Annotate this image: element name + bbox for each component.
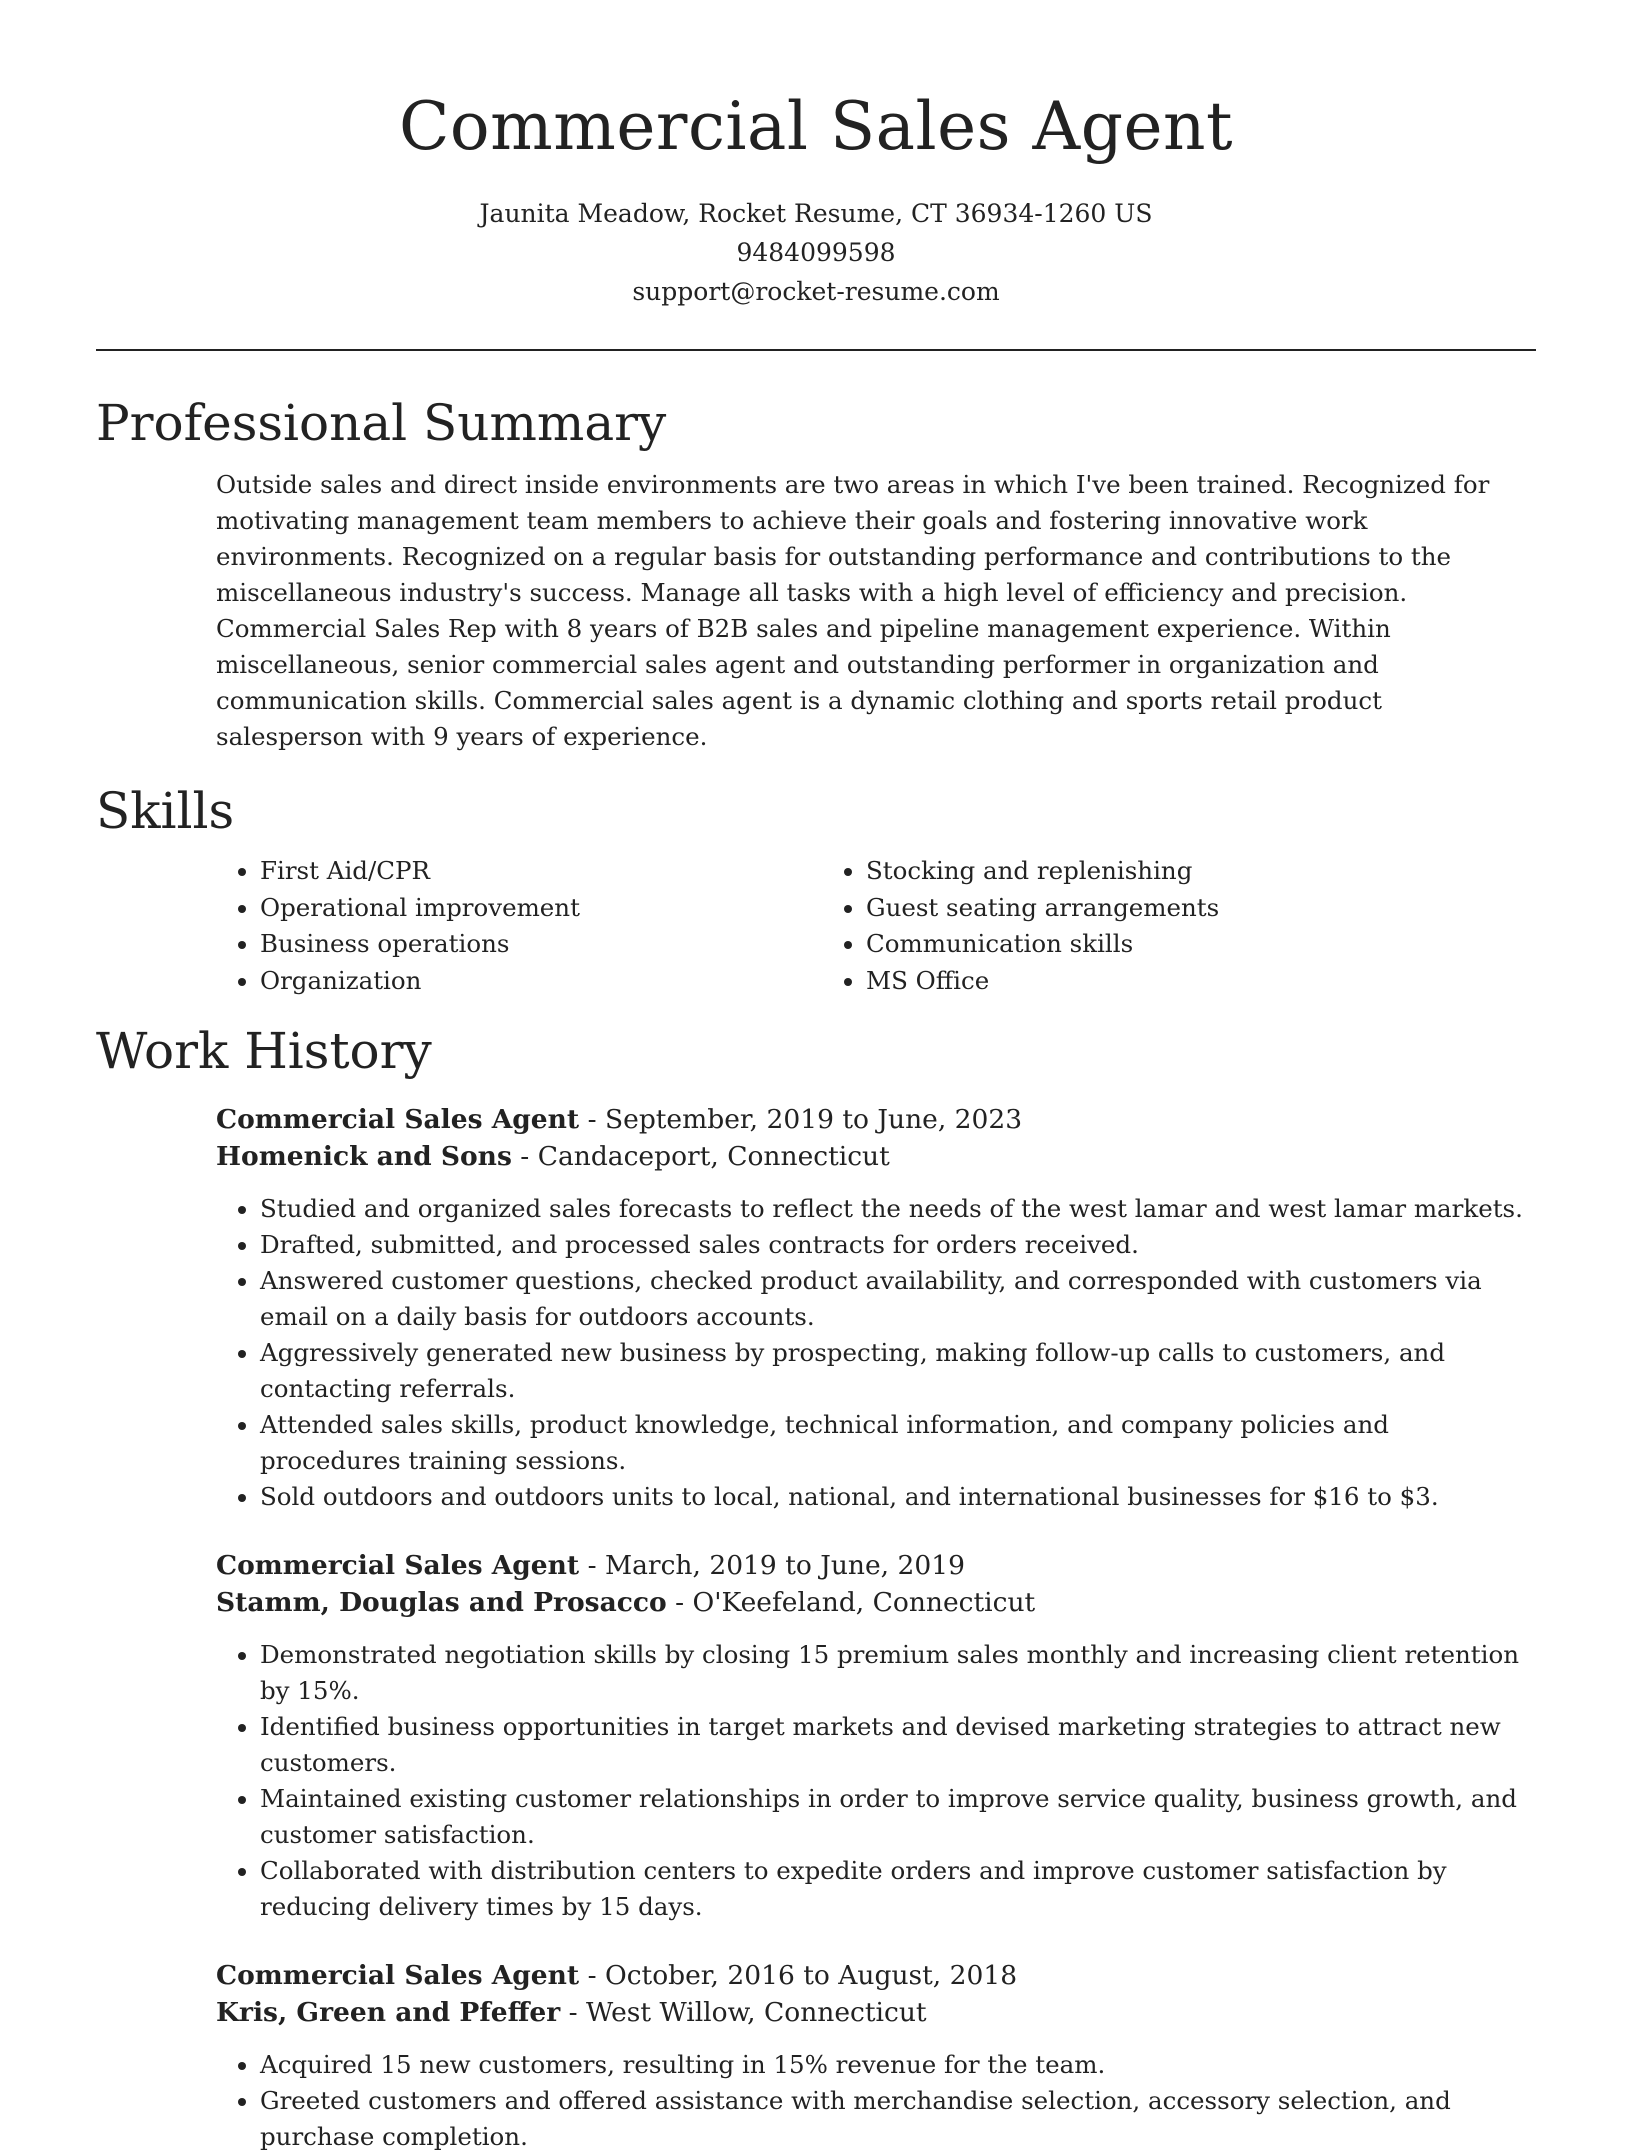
- job-duty: • Collaborated with distribution centers to expedite orders and improve customer satisfaction by reducing delivery times by 15 days.: [260, 1853, 1536, 1925]
- job-duties: [216, 1637, 1536, 1925]
- job-duties: [216, 1191, 1536, 1515]
- skill-item: • MS Office: [866, 963, 1428, 1000]
- skills-column-left: [216, 853, 822, 999]
- skill-item: • Communication skills: [866, 926, 1428, 963]
- contact-phone: 9484099598: [736, 238, 896, 267]
- job-role-line: Commercial Sales Agent - September, 2019 to June, 2023: [216, 1104, 1023, 1135]
- job-duty: • Greeted customers and offered assistance with merchandise selection, accessory selection, and purchase completion.: [260, 2083, 1536, 2155]
- job-role-line: Commercial Sales Agent - March, 2019 to June, 2019: [216, 1550, 965, 1581]
- job-duties: [216, 2047, 1536, 2155]
- job-role: Commercial Sales Agent: [216, 1550, 580, 1581]
- job-entry: [216, 1547, 1536, 1925]
- job-location: O'Keefeland, Connecticut: [692, 1587, 1036, 1618]
- job-duty: • Studied and organized sales forecasts to reflect the needs of the west lamar and west lamar markets.: [260, 1191, 1536, 1227]
- job-entry: [216, 1957, 1536, 2155]
- job-company: Homenick and Sons: [216, 1141, 512, 1172]
- skills-list: [216, 853, 1536, 999]
- job-duty: • Acquired 15 new customers, resulting in 15% revenue for the team.: [260, 2047, 1536, 2083]
- job-company: Stamm, Douglas and Prosacco: [216, 1587, 667, 1618]
- contact-info: [96, 194, 1536, 311]
- job-dates: October, 2016 to August, 2018: [604, 1960, 1018, 1991]
- job-entry: [216, 1101, 1536, 1515]
- job-location: West Willow, Connecticut: [586, 1997, 927, 2028]
- job-role: Commercial Sales Agent: [216, 1960, 580, 1991]
- job-location: Candaceport, Connecticut: [537, 1141, 890, 1172]
- job-company-line: Homenick and Sons - Candaceport, Connecticut: [216, 1141, 890, 1172]
- header-divider: [96, 349, 1536, 351]
- job-duty: • Identified business opportunities in target markets and devised marketing strategies to attract new customers.: [260, 1709, 1536, 1781]
- skill-item: • Operational improvement: [260, 890, 822, 927]
- job-role: Commercial Sales Agent: [216, 1104, 580, 1135]
- summary-text: Outside sales and direct inside environments are two areas in which I've been trained. Recognized for motivating management team members to achieve their goals and fostering innovative work environments. Recognized on a regular basis for outstanding performance and contributions to the miscellaneous industry's success. Manage all tasks with a high level of efficiency and precision. Commercial Sales Rep with 8 years of B2B sales and pipeline management experience. Within miscellaneous, senior commercial sales agent and outstanding performer in organization and communication skills. Commercial sales agent is a dynamic clothing and sports retail product salesperson with 9 years of experience.: [216, 470, 1490, 751]
- job-duty: • Attended sales skills, product knowledge, technical information, and company policies and procedures training sessions.: [260, 1407, 1536, 1479]
- skill-item: • First Aid/CPR: [260, 853, 822, 890]
- skills-heading: Skills: [96, 782, 235, 840]
- job-duty: • Demonstrated negotiation skills by closing 15 premium sales monthly and increasing client retention by 15%.: [260, 1637, 1536, 1709]
- resume-title: Commercial Sales Agent: [398, 88, 1234, 165]
- work-history-heading: Work History: [96, 1022, 432, 1080]
- job-duty: • Maintained existing customer relationships in order to improve service quality, business growth, and customer satisfaction.: [260, 1781, 1536, 1853]
- contact-email: support@rocket-resume.com: [632, 277, 1000, 306]
- job-duty: • Drafted, submitted, and processed sales contracts for orders received.: [260, 1227, 1536, 1263]
- job-duty: • Answered customer questions, checked product availability, and corresponded with customers via email on a daily basis for outdoors accounts.: [260, 1263, 1536, 1335]
- resume-header: [96, 0, 1536, 311]
- job-company-line: Kris, Green and Pfeffer - West Willow, Connecticut: [216, 1997, 927, 2028]
- skill-item: • Stocking and replenishing: [866, 853, 1428, 890]
- skill-item: • Guest seating arrangements: [866, 890, 1428, 927]
- job-duty: • Aggressively generated new business by prospecting, making follow-up calls to customers, and contacting referrals.: [260, 1335, 1536, 1407]
- skill-item: • Organization: [260, 963, 822, 1000]
- job-role-line: Commercial Sales Agent - October, 2016 to August, 2018: [216, 1960, 1018, 1991]
- contact-address: Jaunita Meadow, Rocket Resume, CT 36934-1260 US: [479, 199, 1153, 228]
- skill-item: • Business operations: [260, 926, 822, 963]
- job-dates: September, 2019 to June, 2023: [604, 1104, 1023, 1135]
- job-duty: • Sold outdoors and outdoors units to local, national, and international businesses for $16 to $3.: [260, 1479, 1536, 1515]
- summary-heading: Professional Summary: [96, 394, 667, 452]
- job-dates: March, 2019 to June, 2019: [604, 1550, 965, 1581]
- job-company: Kris, Green and Pfeffer: [216, 1997, 561, 2028]
- skills-column-right: [822, 853, 1428, 999]
- job-company-line: Stamm, Douglas and Prosacco - O'Keefeland, Connecticut: [216, 1587, 1036, 1618]
